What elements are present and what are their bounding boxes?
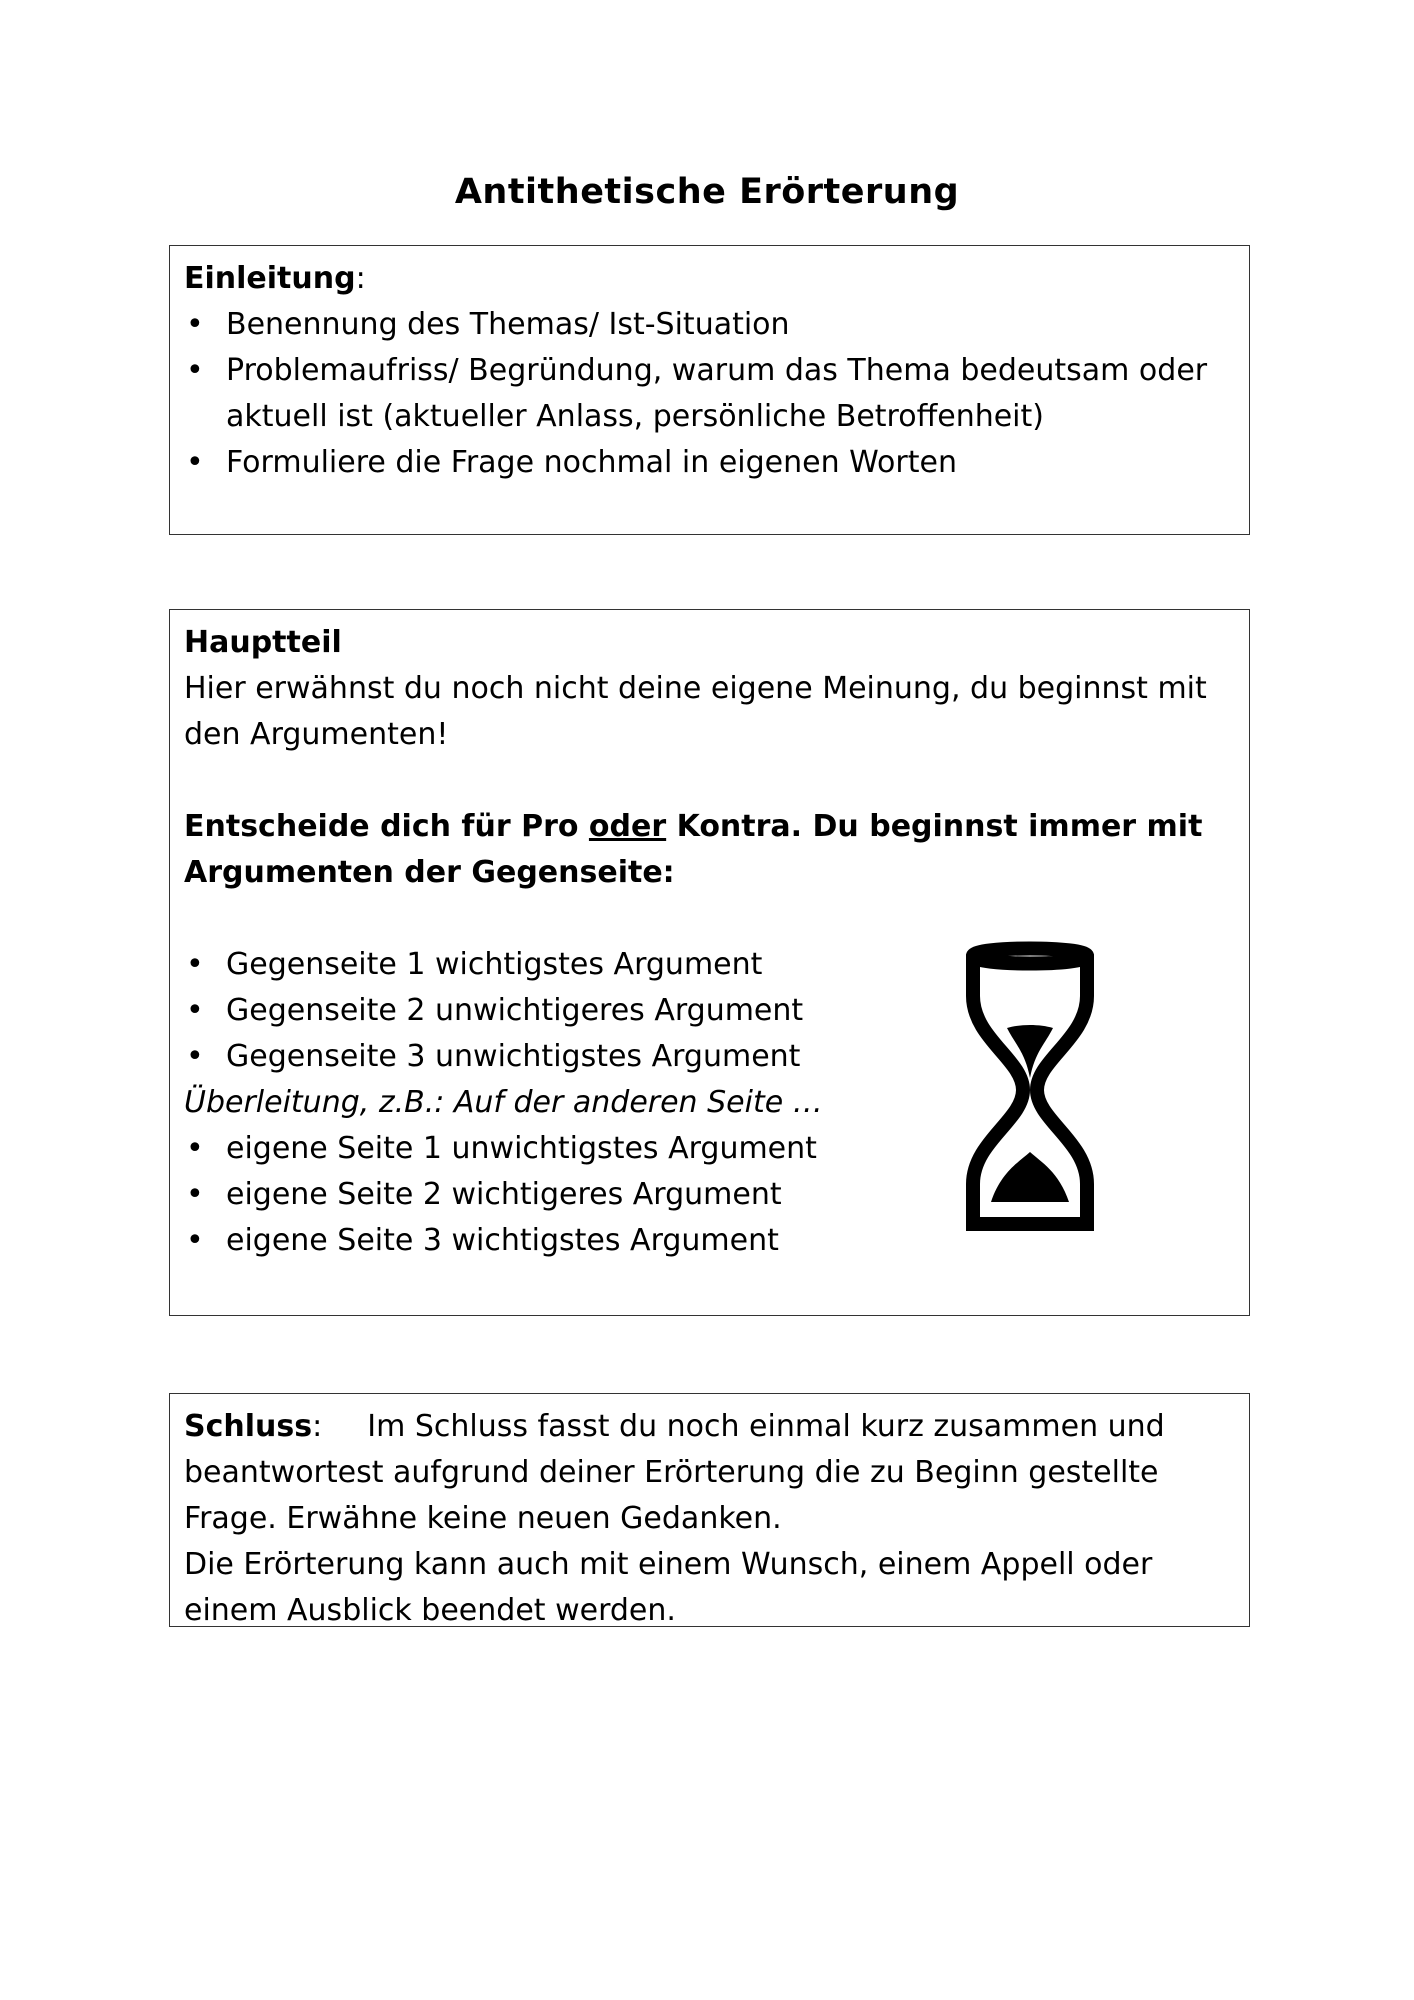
list-item: • eigene Seite 1 unwichtigstes Argument — [184, 1126, 1235, 1172]
list-item: • Gegenseite 3 unwichtigstes Argument — [184, 1034, 1235, 1080]
instruction-part1: Entscheide dich für Pro — [184, 809, 589, 844]
schluss-box — [169, 1393, 1250, 1627]
list-item: • Gegenseite 2 unwichtigeres Argument — [184, 988, 1235, 1034]
instruction-underlined: oder — [588, 809, 667, 844]
hauptteil-heading: Hauptteil — [184, 625, 342, 660]
schluss-colon: : — [312, 1409, 323, 1444]
schluss-heading: Schluss — [184, 1409, 313, 1444]
instruction-part2: Kontra. Du beginnst immer mit Argumenten der Gegenseite: — [184, 809, 1203, 890]
schluss-text2: Die Erörterung kann auch mit einem Wunsch, einem Appell oder einem Ausblick beendet werden. — [184, 1547, 1153, 1628]
list-item: • eigene Seite 2 wichtigeres Argument — [184, 1172, 1235, 1218]
einleitung-heading-line — [184, 256, 1235, 302]
list-item: • Benennung des Themas/ Ist-Situation — [184, 302, 1235, 348]
einleitung-list — [184, 302, 1235, 486]
hauptteil-box — [169, 609, 1250, 1316]
list-item: • Formuliere die Frage nochmal in eigenen Worten — [184, 440, 1235, 486]
einleitung-heading: Einleitung — [184, 261, 356, 296]
einleitung-box — [169, 245, 1250, 535]
page-title: Antithetische Erörterung — [454, 172, 960, 212]
hauptteil-instruction — [184, 804, 1235, 896]
hourglass-icon — [945, 940, 1115, 1240]
list-item: • Gegenseite 1 wichtigstes Argument — [184, 942, 1235, 988]
list-item: • Problemaufriss/ Begründung, warum das Thema bedeutsam oder aktuell ist (aktueller Anlass, persönliche Betroffenheit) — [184, 348, 1235, 440]
hauptteil-intro: Hier erwähnst du noch nicht deine eigene Meinung, du beginnst mit den Argumenten! — [184, 671, 1207, 752]
schluss-text — [184, 1404, 1235, 1542]
ueberleitung: Überleitung, z.B.: Auf der anderen Seite … — [184, 1085, 823, 1120]
einleitung-colon: : — [355, 261, 366, 296]
list-item: • eigene Seite 3 wichtigstes Argument — [184, 1218, 1235, 1264]
schluss-text1: Im Schluss fasst du noch einmal kurz zusammen und beantwortest aufgrund deiner Erörterung die zu Beginn gestellte Frage. Erwähne keine neuen Gedanken. — [184, 1409, 1165, 1536]
